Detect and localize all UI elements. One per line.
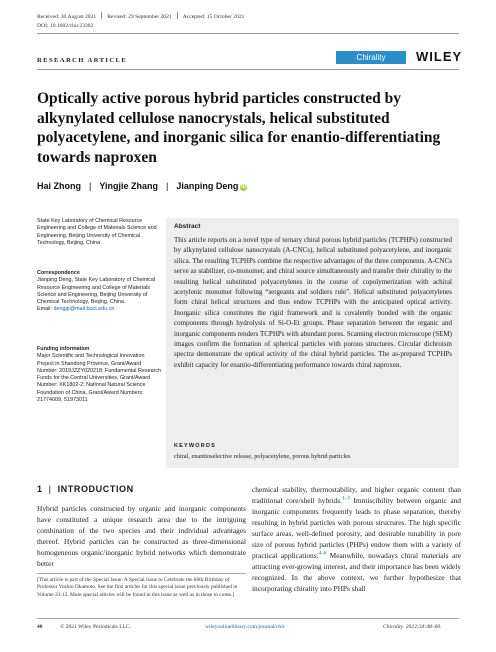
- title-rule: [37, 69, 459, 70]
- copyright: © 2021 Wiley Periodicals LLC.: [60, 624, 132, 630]
- funding-block: [37, 346, 162, 404]
- body-right-column: [252, 484, 461, 594]
- doi[interactable]: DOI: 10.1002/chir.23382: [37, 23, 94, 29]
- orcid-icon[interactable]: iD: [241, 184, 247, 190]
- divider: [177, 12, 178, 19]
- footer-rule: [37, 618, 459, 619]
- journal-url: [205, 624, 285, 630]
- abstract-heading: Abstract: [174, 223, 201, 230]
- note-rule: [37, 573, 246, 574]
- revised-date: Revised: 29 September 2021: [107, 14, 172, 20]
- article-title: Optically active porous hybrid particles constructed by alkynylated cellulose nanocrystals, helical substituted polyacetylene, and inorganic silica for enantio-differentiating towards naproxen: [37, 90, 441, 166]
- body-text: Meanwhile, nowadays chiral materials are attracting ever-growing interest, and their importance has been widely recognized. In the above context, we further hypothesize that incorporating chirality into PHPs shall: [252, 551, 461, 593]
- special-issue-note: [This article is part of the Special Issue: A Special Issue to Celebrate the 80th Birthday of Professor Yoshio Okamoto. See the first articles for this special issue previously published in Volume 33:12. More special articles will be found in this issue as well as in those to come.]: [37, 577, 238, 598]
- body-text: chemical stability, thermostability, and higher organic content than traditional core/shell hybrids.: [252, 485, 461, 505]
- author-separator: |: [166, 181, 169, 191]
- body-text: Immiscibility between organic and inorganic components frequently leads to phase separation, thereby resulting in hybrid particles with porous structures. The high specific surface areas, well-defined porosity, and desirable tunability in pore size of porous hybrid particles (PHPs) endow them with a variety of practical applications.: [252, 496, 461, 560]
- article-type: RESEARCH ARTICLE: [37, 57, 128, 64]
- abstract-text: This article reports on a novel type of ternary chiral porous hybrid particles (TCPHPs) constructed by alkynylated cellulose nanocrystals (A-CNCs), helical substituted polyacetylene, and inorganic silica. The resulting TCPHPs combine the respective advantages of the three components. A-CNCs serve as stabilizer, co-monomer, and chiral source simultaneously and transfer their chirality to the resulting helical substituted polyacetylenes in the course of copolymerization with achiral acetylenic monomer following “sergeants and soldiers rule”. Helical substituted polyacetylenes form chiral helical structures and thus endow TCPHPs with the anticipated optical activity. Inorganic silica constitutes the rigid framework and is covalently bonded with the organic components through hydrolysis of Si-O-Et groups. Phase separation between the organic and inorganic components renders TCPHPs with abundant pores. Scanning electron microscope (SEM) images confirm the formation of spherical particles with porous structures. Circular dichroism spectra demonstrate the optical activity of the chiral hybrid particles. The as-prepared TCPHPs exhibit capacity for enantio-differentiating performance towards chiral naproxen.: [174, 236, 452, 369]
- author-name[interactable]: Jianping Deng: [176, 181, 239, 191]
- email-link[interactable]: dengjp@mail.buct.edu.cn: [53, 306, 115, 313]
- correspondence-heading: Correspondence: [37, 270, 80, 276]
- author-name[interactable]: Hai Zhong: [37, 181, 81, 191]
- page-number: 48: [37, 624, 43, 630]
- keywords-text: chiral, enantioselective release, polyacetylene, porous hybrid particles: [174, 453, 351, 460]
- funding-heading: Funding information: [37, 346, 90, 352]
- section-heading: [37, 484, 134, 494]
- funding-body: Major Scientific and Technological Innovation Project in Shandong Province, Grant/Award Number: 2019JZZY020218; Fundamental Research Funds for the Central Universities, Grant/Award Number: XK1802-2; National Natural Science Foundation of China, Grant/Award Numbers: 21774009, 51973011: [37, 353, 162, 404]
- correspondence-body: Jianping Deng, State Key Laboratory of Chemical Resource Engineering and College of Materials Science and Engineering, Beijing University of Chemical Technology, Beijing, China.: [37, 277, 156, 306]
- author-separator: |: [89, 181, 92, 191]
- divider: [101, 12, 102, 19]
- section-title: INTRODUCTION: [57, 484, 134, 494]
- affiliation: State Key Laboratory of Chemical Resource Engineering and College of Materials Science and Engineering, Beijing University of Chemical Technology, Beijing, China: [37, 218, 157, 246]
- header-rule: [37, 33, 459, 34]
- correspondence-block: [37, 270, 162, 314]
- accepted-date: Accepted: 15 October 2021: [182, 14, 245, 20]
- journal-tag: Chirality: [336, 51, 406, 64]
- section-separator: |: [48, 484, 52, 494]
- email-line: [37, 306, 162, 313]
- email-label: Email:: [37, 306, 52, 313]
- keywords-heading: KEYWORDS: [174, 443, 216, 449]
- received-date: Received: 30 August 2021: [37, 14, 97, 20]
- section-number: 1: [37, 484, 43, 494]
- article-dates: [37, 12, 244, 20]
- citation-link[interactable]: 1–3: [342, 495, 350, 502]
- author-list: [37, 181, 247, 191]
- citation-link[interactable]: 4–6: [318, 550, 327, 557]
- journal-url-link[interactable]: wileyonlinelibrary.com/journal/chir: [205, 624, 285, 630]
- publisher-logo: WILEY: [416, 49, 463, 64]
- citation: Chirality. 2022;34:48–60.: [383, 624, 442, 630]
- author-name[interactable]: Yingjie Zhang: [99, 181, 159, 191]
- body-left-column: Hybrid particles constructed by organic and inorganic components have constituted a unique research area due to the intriguing combination of the two species and their individual advantages thereof. Hybrid particles can be constructed as three-dimensional homogeneous organic/inorganic hybrid networks which demonstrate better: [37, 504, 246, 568]
